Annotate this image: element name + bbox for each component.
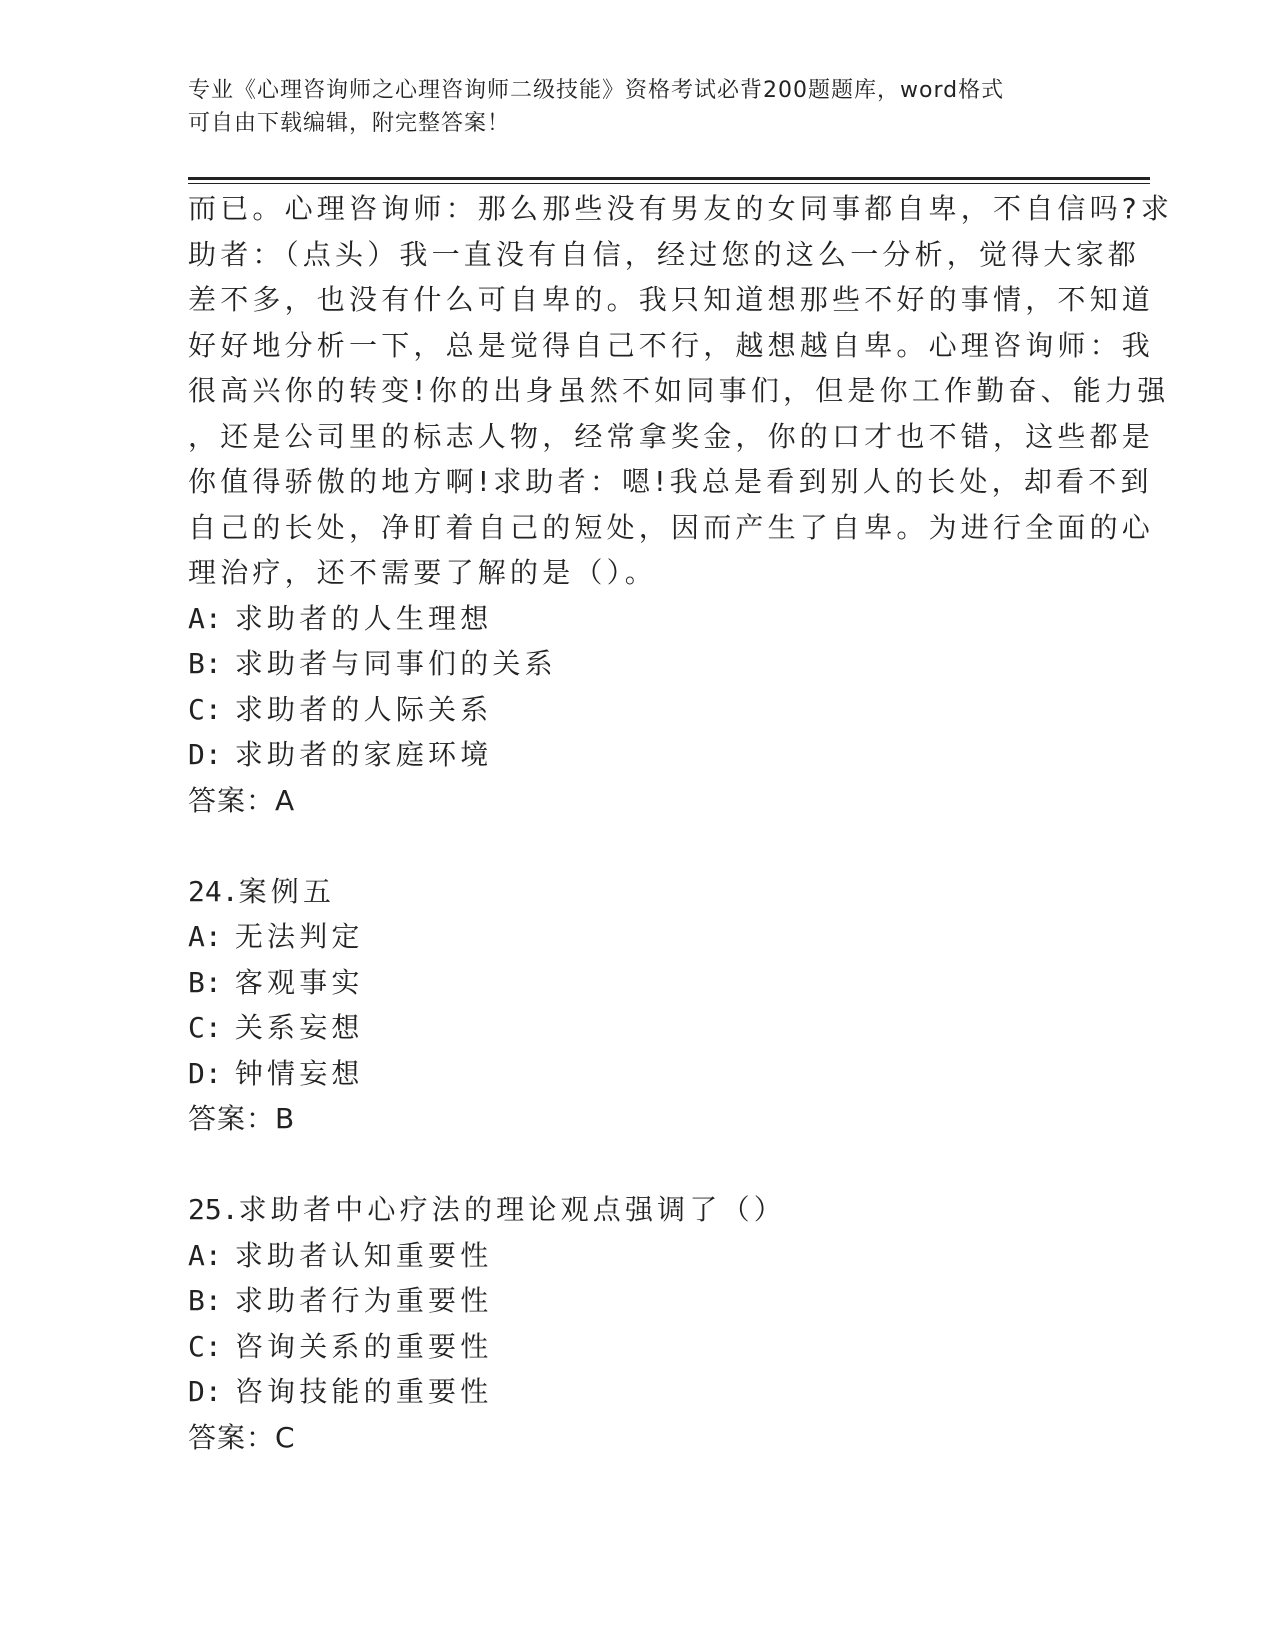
option-letter: B: (188, 647, 222, 680)
question-text: 求助者中心疗法的理论观点强调了（） (238, 1193, 786, 1226)
spacer (188, 823, 1088, 869)
question-number: 24. (188, 874, 239, 908)
passage-line: 自己的长处，净盯着自己的短处，因而产生了自卑。为进行全面的心 (188, 510, 1155, 544)
option-c (188, 1324, 1088, 1370)
option-b (188, 641, 1088, 687)
option-text: 求助者与同事们的关系 (234, 647, 557, 680)
option-text: 关系妄想 (234, 1011, 364, 1044)
option-a (188, 596, 1088, 642)
document-header (188, 74, 1088, 140)
document-body (188, 186, 1174, 1460)
option-letter: B: (188, 1284, 222, 1317)
question-text: 案例五 (238, 874, 336, 908)
option-a (188, 1233, 1088, 1279)
option-d (188, 1369, 1088, 1415)
option-c (188, 1005, 1088, 1051)
question-title (188, 1187, 1088, 1233)
question-number: 25. (188, 1193, 239, 1226)
passage-line: 而已。心理咨询师：那么那些没有男友的女同事都自卑，不自信吗?求 (188, 192, 1174, 225)
answer-line: 答案：C (188, 1420, 296, 1454)
question-24 (188, 869, 1088, 1142)
passage-line: 很高兴你的转变!你的出身虽然不如同事们，但是你工作勤奋、能力强 (188, 374, 1170, 407)
question-23-options (188, 596, 1088, 778)
header-divider-thick (188, 177, 1150, 180)
passage-line: 助者：（点头）我一直没有自信，经过您的这么一分析，觉得大家都 (188, 237, 1141, 271)
option-letter: D: (188, 1375, 222, 1408)
header-line-1: 专业《心理咨询师之心理咨询师二级技能》资格考试必背200题题库，word格式 (188, 78, 1005, 103)
option-text: 咨询关系的重要性 (234, 1329, 493, 1363)
spacer (188, 1142, 1088, 1188)
question-title (188, 869, 1088, 915)
option-letter: A: (188, 920, 222, 953)
question-25 (188, 1187, 1088, 1460)
option-text: 客观事实 (234, 965, 364, 999)
passage-line: 你值得骄傲的地方啊!求助者：嗯!我总是看到别人的长处，却看不到 (188, 465, 1153, 498)
header-line-2: 可自由下载编辑，附完整答案！ (188, 111, 511, 136)
option-text: 咨询技能的重要性 (234, 1375, 493, 1408)
option-letter: A: (188, 601, 222, 635)
option-b (188, 1278, 1088, 1324)
option-b (188, 960, 1088, 1006)
option-c (188, 687, 1088, 733)
option-text: 求助者的人际关系 (234, 692, 493, 726)
option-letter: C: (188, 1329, 222, 1363)
option-text: 求助者的家庭环境 (234, 738, 493, 771)
header-divider-thin (188, 183, 1150, 184)
option-text: 钟情妄想 (234, 1056, 364, 1090)
option-text: 无法判定 (234, 920, 364, 953)
option-letter: B: (188, 965, 222, 999)
passage-line: 理治疗，还不需要了解的是（）。 (188, 556, 658, 589)
option-letter: D: (188, 738, 222, 771)
option-letter: C: (188, 692, 222, 726)
question-23-passage (188, 186, 1174, 596)
option-text: 求助者认知重要性 (234, 1238, 493, 1272)
option-letter: D: (188, 1056, 222, 1090)
passage-line: ，还是公司里的标志人物，经常拿奖金，你的口才也不错，这些都是 (188, 419, 1155, 453)
option-d (188, 732, 1088, 778)
answer-line: 答案：B (188, 1102, 296, 1135)
option-text: 求助者的人生理想 (234, 601, 493, 635)
option-text: 求助者行为重要性 (234, 1284, 493, 1317)
option-d (188, 1051, 1088, 1097)
option-letter: C: (188, 1011, 222, 1044)
option-a (188, 914, 1088, 960)
answer-line: 答案：A (188, 783, 296, 817)
passage-line: 差不多，也没有什么可自卑的。我只知道想那些不好的事情，不知道 (188, 283, 1155, 316)
passage-line: 好好地分析一下，总是觉得自己不行，越想越自卑。心理咨询师：我 (188, 328, 1155, 362)
option-letter: A: (188, 1238, 222, 1272)
